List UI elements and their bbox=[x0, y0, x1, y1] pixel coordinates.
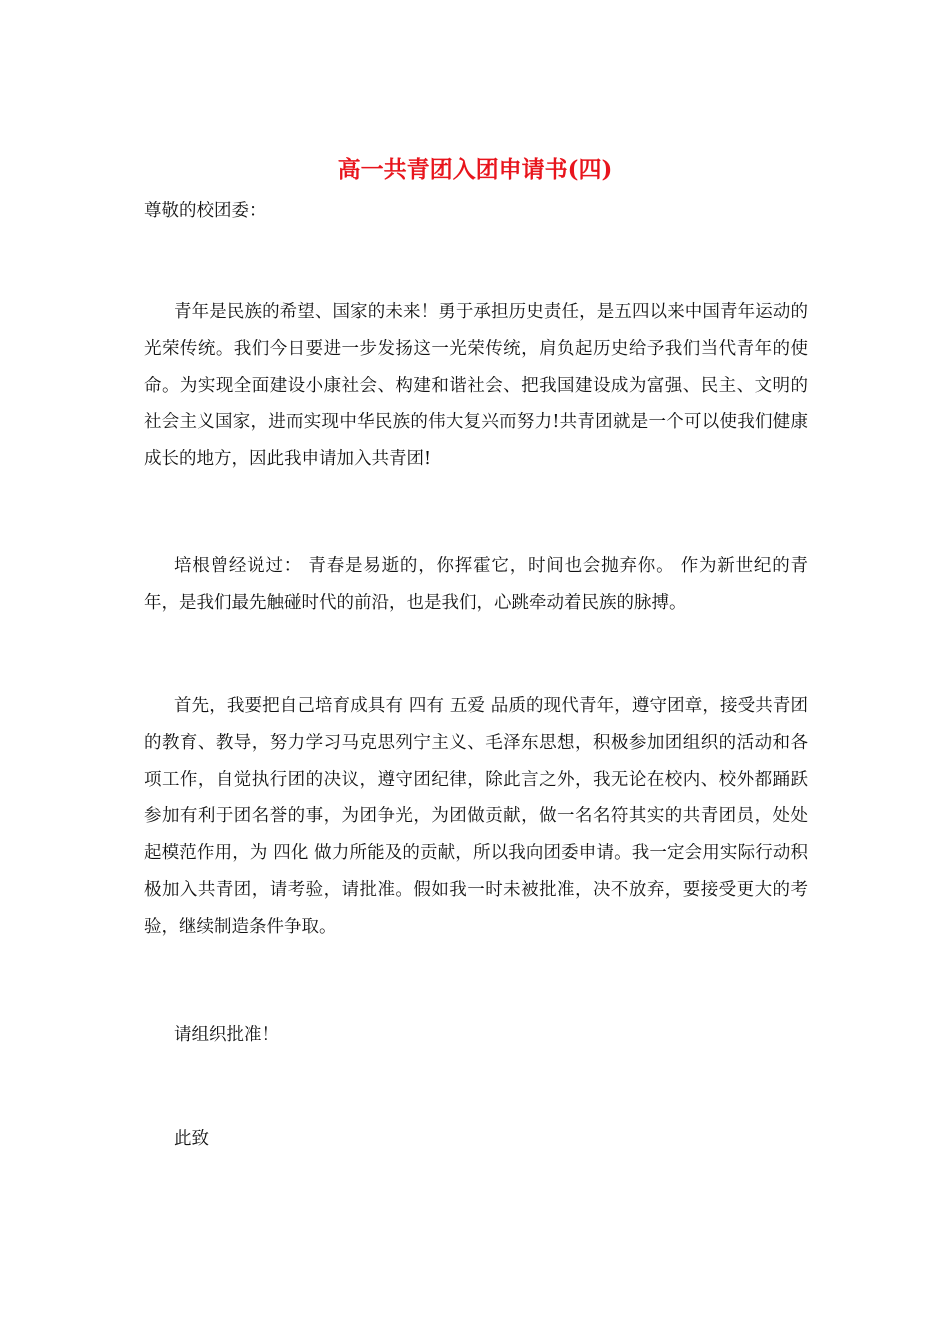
approval-request: 请组织批准！ bbox=[174, 1025, 279, 1045]
salutation: 尊敬的校团委： bbox=[144, 201, 267, 221]
closing-salutation: 此致 bbox=[174, 1129, 209, 1149]
paragraph-commitment: 首先，我要把自己培育成具有 四有 五爱 品质的现代青年，遵守团章，接受共青团的教育、教导，努力学习马克思列宁主义、毛泽东思想，积极参加团组织的活动和各项工作，自觉执行团的决议，遵守团纪律，除此言之外，我无论在校内、校外都踊跃参加有利于团名誉的事，为团争光，为团做贡献，做一名名符其实的共青团员，处处起模范作用，为 四化 做力所能及的贡献，所以我向团委申请。我一定会用实际行动积极加入共青团，请考验，请批准。假如我一时未被批准，决不放弃，要接受更大的考验，继续制造条件争取。 bbox=[144, 696, 808, 937]
paragraph-youth-mission: 青年是民族的希望、国家的未来！勇于承担历史责任，是五四以来中国青年运动的光荣传统。我们今日要进一步发扬这一光荣传统，肩负起历史给予我们当代青年的使命。为实现全面建设小康社会、构建和谐社会、把我国建设成为富强、民主、文明的社会主义国家，进而实现中华民族的伟大复兴而努力!共青团就是一个可以使我们健康成长的地方，因此我申请加入共青团! bbox=[144, 302, 808, 470]
paragraph-bacon-quote: 培根曾经说过： 青春是易逝的，你挥霍它，时间也会抛弃你。 作为新世纪的青年，是我们最先触碰时代的前沿，也是我们，心跳牵动着民族的脉搏。 bbox=[144, 556, 808, 613]
document-title: 高一共青团入团申请书(四) bbox=[337, 156, 613, 183]
